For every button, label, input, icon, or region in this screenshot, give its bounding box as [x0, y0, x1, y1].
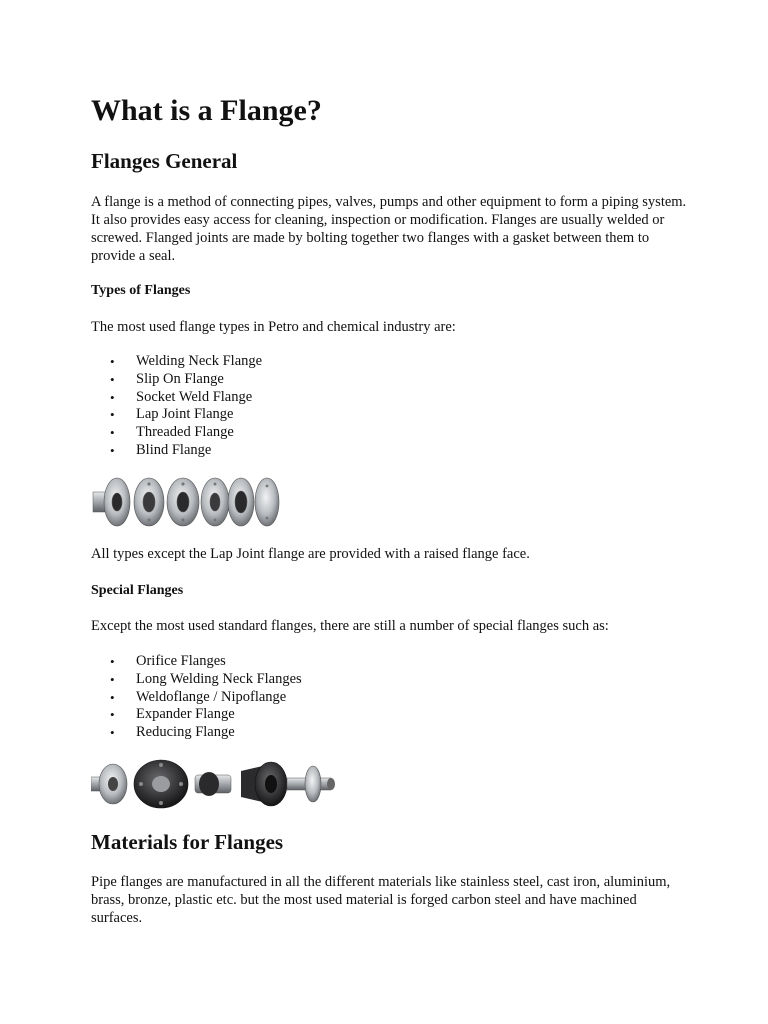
materials-paragraph: Pipe flanges are manufactured in all the different materials like stainless steel, cast iron, aluminium, brass, bronze, plastic etc. but the most used material is forged carbon steel and have machined surfaces. [91, 874, 671, 926]
types-intro: The most used flange types in Petro and chemical industry are: [91, 319, 456, 335]
flanges-general-paragraph: A flange is a method of connecting pipes, valves, pumps and other equipment to form a piping system. It also provides easy access for cleaning, inspection or modification. Flanges are usually welded or screwed. Flanged joints are made by bolting together two flanges with a gasket between them to provide a seal. [91, 194, 687, 264]
list-item: • Long Welding Neck Flanges [91, 671, 302, 689]
list-item: • Threaded Flange [91, 424, 262, 442]
flange-types-image [91, 476, 281, 528]
special-flanges-image [91, 757, 336, 809]
list-item: • Slip On Flange [91, 371, 262, 389]
list-item: • Lap Joint Flange [91, 406, 262, 424]
list-item: • Socket Weld Flange [91, 389, 262, 407]
special-flanges-list [91, 653, 302, 742]
list-item: • Welding Neck Flange [91, 353, 262, 371]
page-title: What is a Flange? [91, 94, 322, 127]
materials-heading: Materials for Flanges [91, 830, 284, 854]
special-intro: Except the most used standard flanges, there are still a number of special flanges such as: [91, 618, 609, 634]
list-item: • Expander Flange [91, 706, 302, 724]
flange-types-list [91, 353, 262, 460]
list-item: • Blind Flange [91, 442, 262, 460]
list-item: • Weldoflange / Nipoflange [91, 689, 302, 707]
list-item: • Orifice Flanges [91, 653, 302, 671]
types-of-flanges-heading: Types of Flanges [91, 283, 191, 298]
special-flanges-heading: Special Flanges [91, 583, 184, 598]
list-item: • Reducing Flange [91, 724, 302, 742]
raised-face-note: All types except the Lap Joint flange are provided with a raised flange face. [91, 546, 530, 562]
flanges-general-heading: Flanges General [91, 149, 238, 173]
